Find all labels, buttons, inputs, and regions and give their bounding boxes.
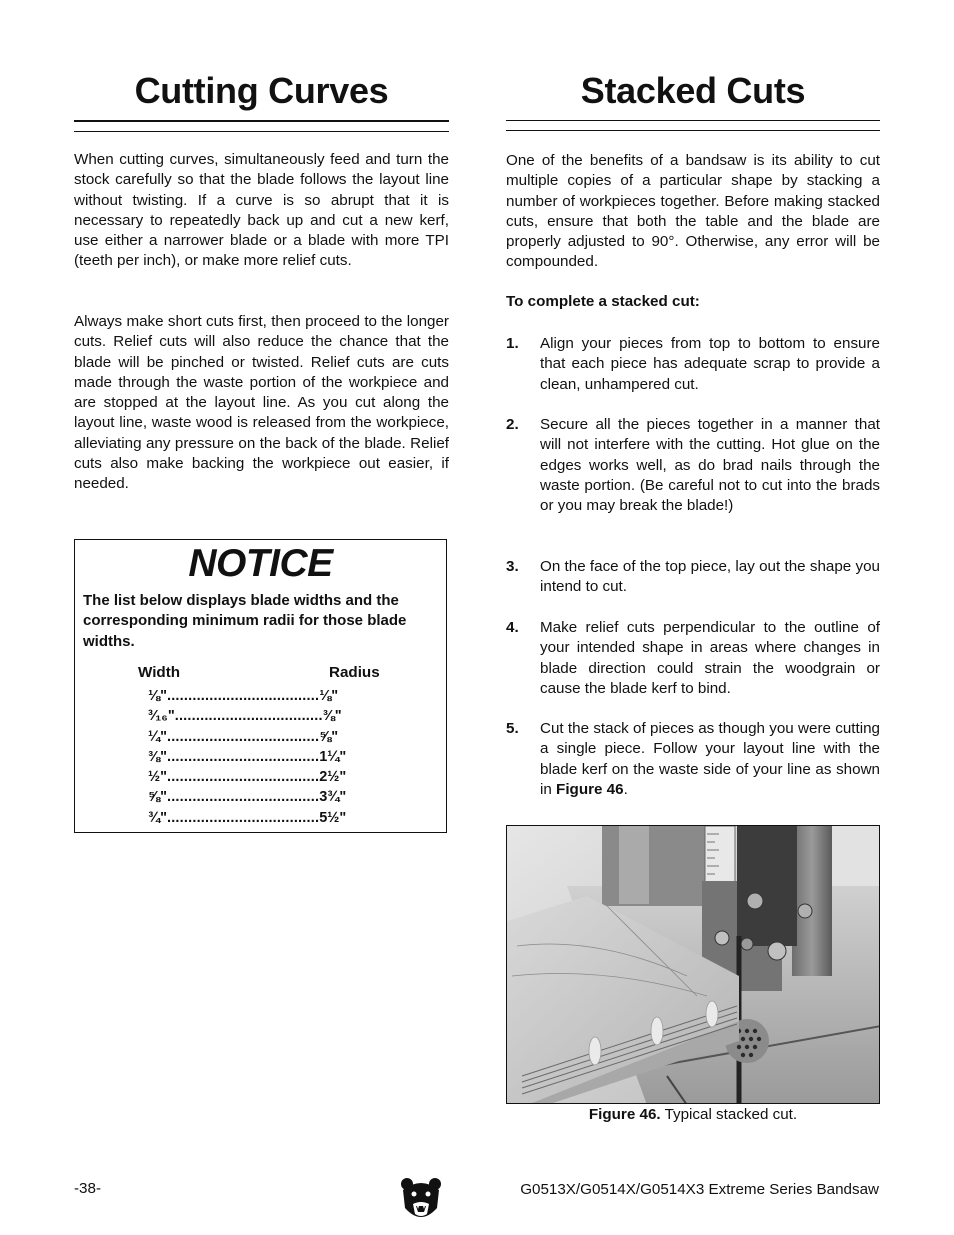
dot-leader: .................................... — [166, 769, 320, 786]
table-row — [148, 706, 388, 726]
width-value: ⅛" — [148, 688, 167, 704]
list-item — [506, 415, 880, 516]
paragraph: Always make short cuts first, then proceed to the longer cuts. Relief cuts will also reduce the chance that the blade will be pinched or twisted. Relief cuts are cuts made through the waste portion of the workpiece and are stopped at the layout line. As you cut along the layout line, waste wood is released from the workpiece, alleviating any pressure on the back of the blade. Relief cuts also make backing the workpiece out easier, if needed. — [74, 313, 449, 493]
width-value: ³⁄₁₆" — [148, 708, 175, 725]
step-number: 2. — [506, 416, 519, 433]
dot-leader: .................................... — [166, 809, 320, 826]
step-text: On the face of the top piece, lay out the shape you intend to cut. — [540, 558, 880, 596]
width-value: ¼" — [148, 728, 167, 745]
step-text: Secure all the pieces together in a manner that will not interfere with the cutting. Hot glue on the edges works well, as do brad nails through the waste portion. (Be careful not to cut into the brads or you may break the blade!) — [540, 416, 880, 515]
width-value: ¾" — [148, 809, 167, 826]
procedure-heading: To complete a stacked cut: — [506, 293, 700, 310]
model-name: G0513X/G0514X/G0514X3 Extreme Series Bandsaw — [520, 1181, 879, 1198]
stacked-cut-photo-illustration — [507, 826, 880, 1104]
list-item — [506, 334, 880, 395]
step-text: Align your pieces from top to bottom to ensure that each piece has adequate scrap to provide a clean, unhampered cut. — [540, 335, 880, 393]
notice-text: The list below displays blade widths and the corresponding minimum radii for those blade widths. — [83, 592, 407, 650]
step-text: Make relief cuts perpendicular to the outline of your intended shape in areas where changes in blade direction could strain the woodgrain or cause the blade kerf to bind. — [540, 619, 880, 697]
step-number: 1. — [506, 335, 519, 352]
list-item — [506, 618, 880, 699]
table-row — [148, 727, 388, 747]
width-value: ⅜" — [148, 748, 167, 765]
column-header-radius: Radius — [329, 664, 380, 681]
radius-value: ⅜" — [322, 708, 342, 725]
table-row — [148, 767, 388, 787]
paragraph: One of the benefits of a bandsaw is its ability to cut multiple copies of a particular shape by stacking a number of workpieces together. Before making stacked cuts, ensure that both the table and the blade are properly adjusted to 90°. Otherwise, any error will be compounded. — [506, 152, 880, 271]
dot-leader: .................................... — [166, 728, 320, 745]
figure-caption — [506, 1106, 880, 1123]
radius-value: 3¾" — [319, 789, 347, 806]
figure-caption-text: Typical stacked cut. — [660, 1106, 798, 1123]
list-item — [506, 719, 880, 800]
radius-value: ⅛" — [319, 688, 339, 704]
radius-value: 1¼" — [319, 748, 347, 765]
blade-radius-table — [148, 686, 388, 828]
step-number: 5. — [506, 720, 519, 737]
table-row — [148, 686, 388, 706]
column-header-width: Width — [138, 664, 181, 681]
dot-leader: .................................... — [166, 688, 320, 704]
radius-value: 2½" — [319, 769, 347, 786]
list-item — [506, 557, 880, 598]
section-title-stacked-cuts: Stacked Cuts — [580, 70, 806, 111]
step-number: 4. — [506, 619, 519, 636]
width-value: ½" — [148, 769, 167, 786]
table-row — [148, 787, 388, 807]
figure-46-photo — [506, 825, 880, 1104]
radius-value: ⅝" — [319, 728, 339, 745]
figure-label: Figure 46. — [588, 1106, 661, 1123]
step-text-main: Cut the stack of pieces as though you were cutting a single piece. Follow your layout line with the blade kerf on the waste side of your line as shown in — [540, 720, 880, 798]
notice-title: NOTICE — [188, 542, 333, 585]
page-number: -38- — [74, 1180, 102, 1197]
figure-reference: Figure 46 — [556, 780, 624, 798]
step-number: 3. — [506, 558, 519, 575]
width-value: ⅝" — [148, 789, 167, 806]
step-text-end: . — [623, 780, 628, 798]
dot-leader: .................................... — [166, 748, 320, 765]
radius-value: 5½" — [319, 809, 347, 826]
notice-box — [74, 539, 447, 833]
table-row — [148, 747, 388, 767]
step-text — [540, 719, 880, 800]
dot-leader: .................................... — [166, 789, 320, 806]
title-rule — [506, 120, 880, 131]
dot-leader: ................................... — [174, 708, 323, 725]
grizzly-bear-logo-icon — [400, 1176, 442, 1224]
paragraph: When cutting curves, simultaneously feed and turn the stock carefully so that the blade follows the layout line without twisting. If a curve is so abrupt that it is necessary to repeatedly back up and cut a new kerf, use either a narrower blade or a blade with more TPI (teeth per inch), or make more relief cuts. — [74, 151, 449, 270]
table-row — [148, 808, 388, 828]
title-rule — [74, 120, 449, 132]
section-title-cutting-curves: Cutting Curves — [134, 70, 389, 111]
